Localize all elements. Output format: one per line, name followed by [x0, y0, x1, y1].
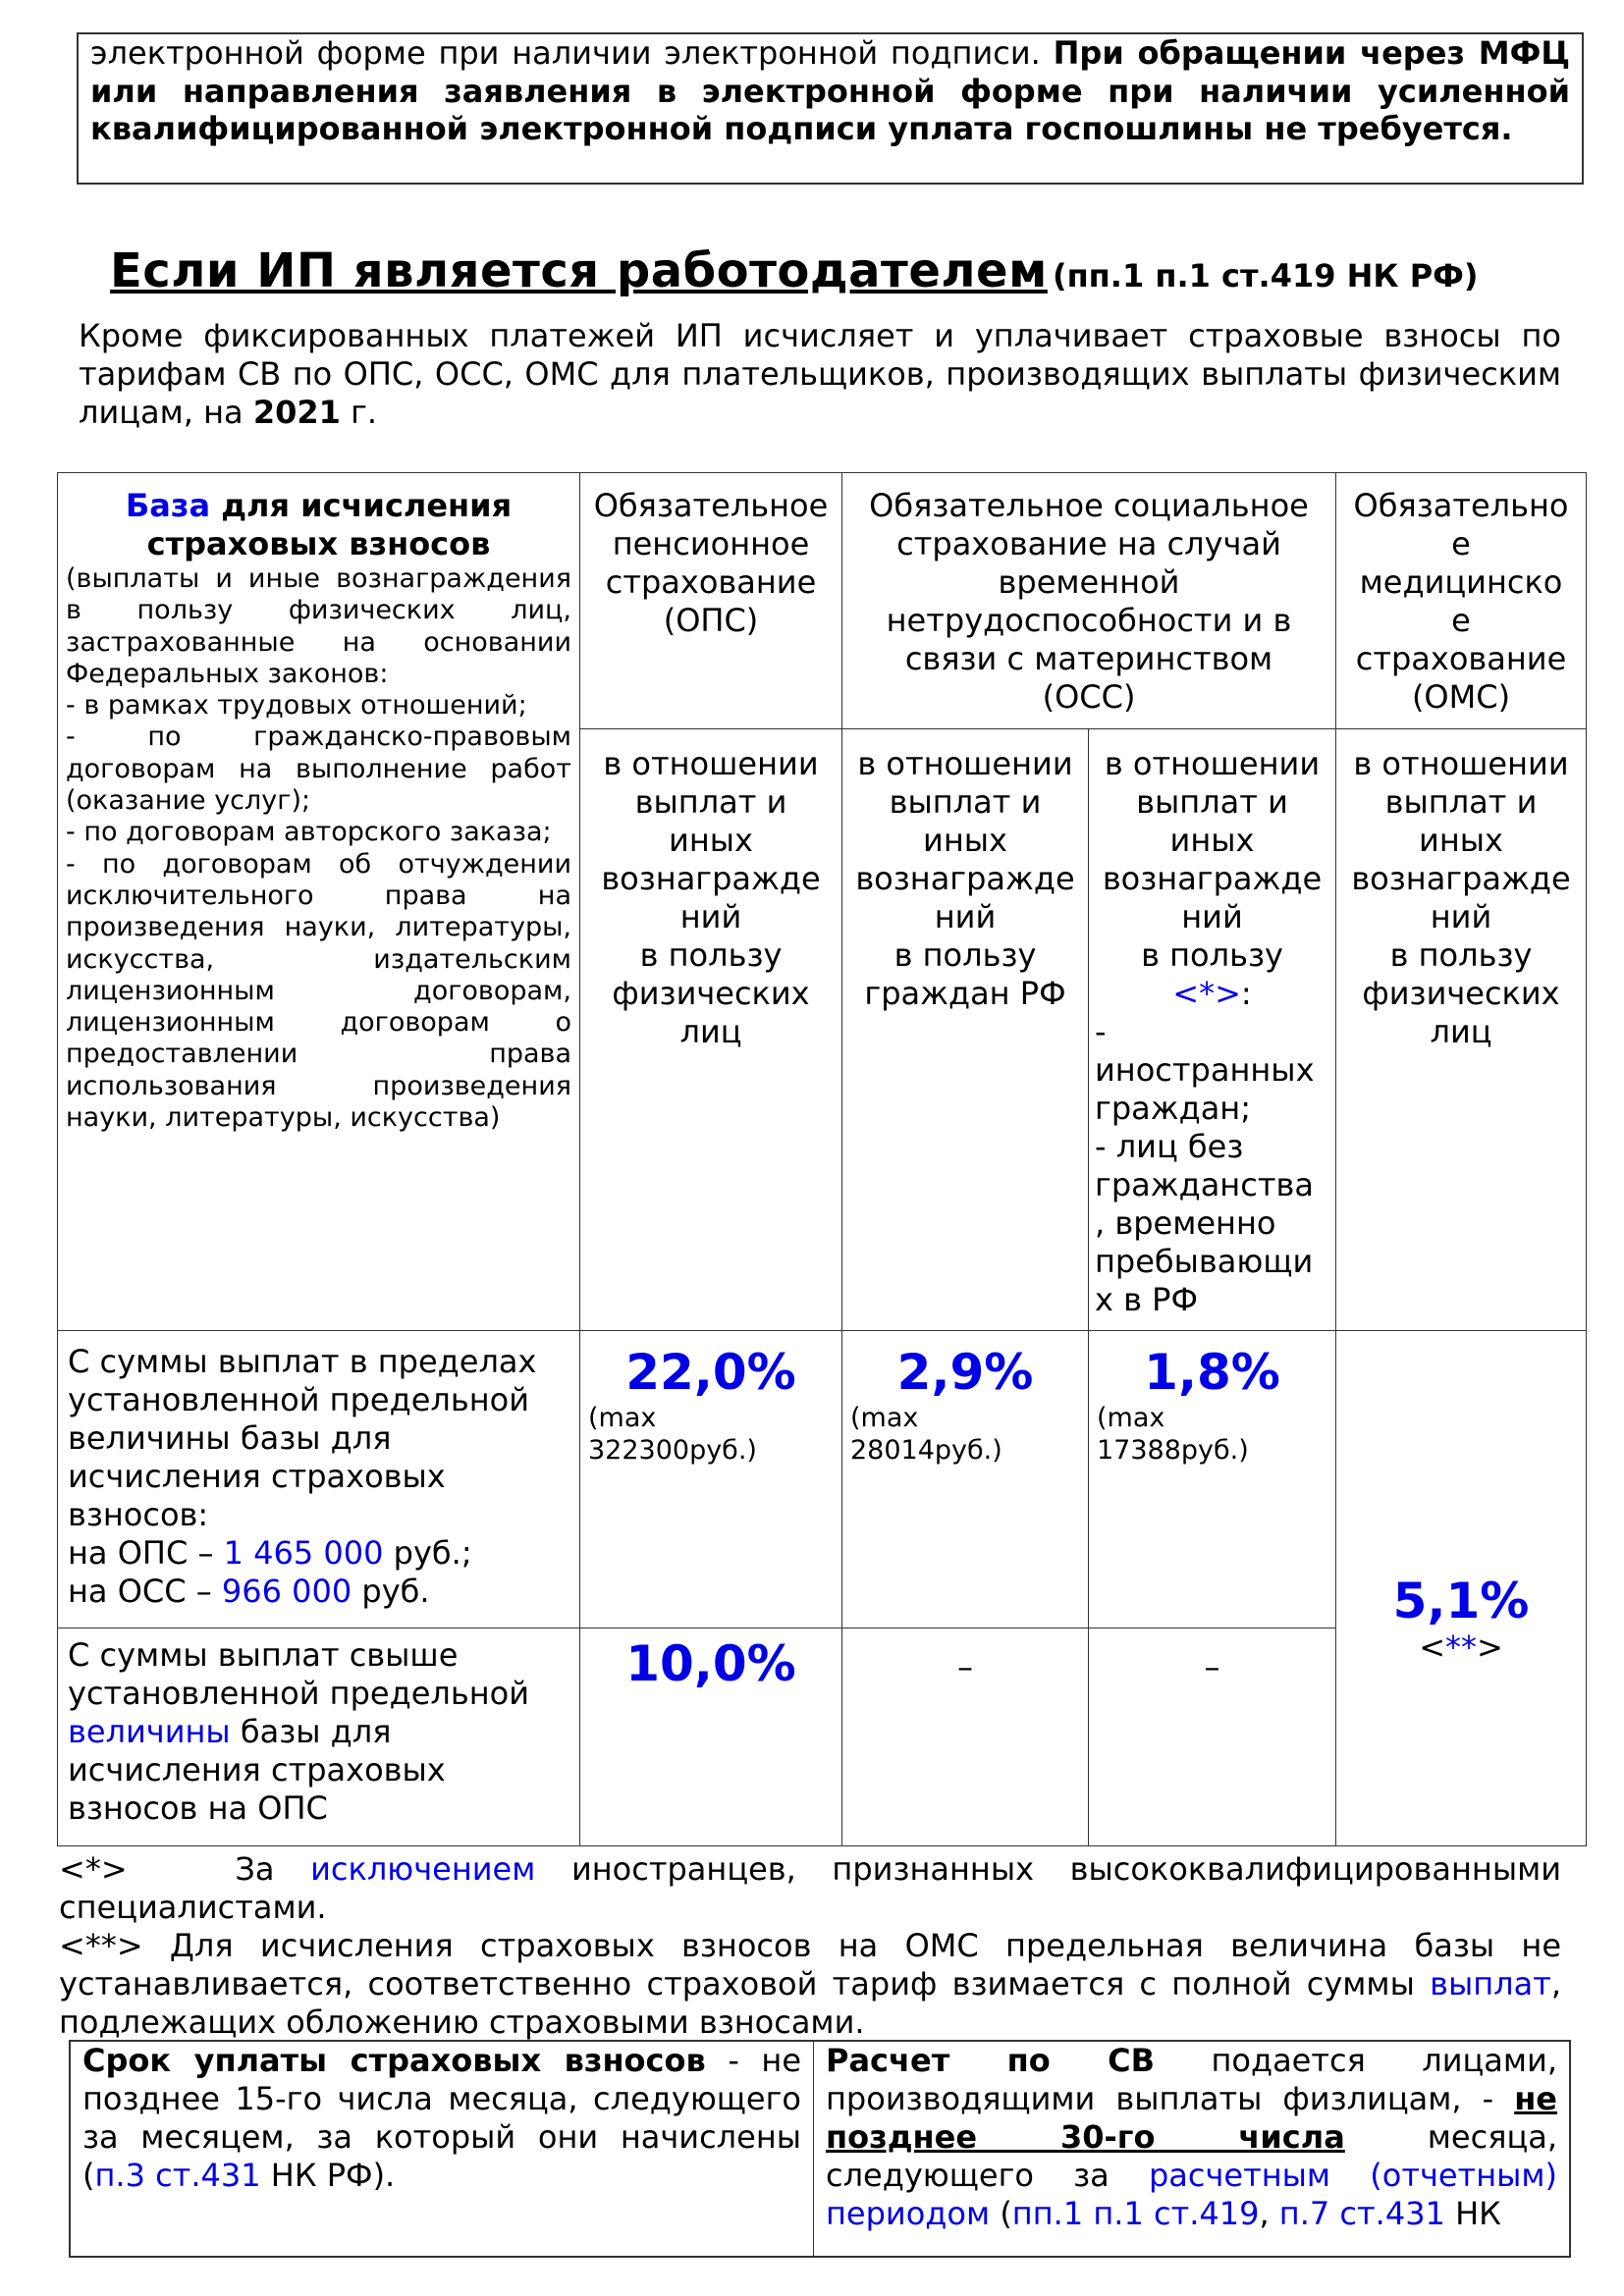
oss-header-line: нетрудоспособности и в	[886, 602, 1292, 639]
ops-header-cell	[580, 473, 842, 729]
notice-text: электронной форме при наличии электронной подписи.	[90, 34, 1041, 72]
oss-foreign-rate-cell	[1089, 1331, 1336, 1629]
ops-max-note	[580, 1402, 841, 1467]
oss-limit-line	[68, 1573, 569, 1611]
report-law-link-2[interactable]: п.7 ст.431	[1278, 2195, 1445, 2232]
subheader-line: выплат и	[1384, 783, 1538, 821]
footnote-2-text: , подлежащих обложению страховыми взносами.	[59, 1965, 1562, 2041]
row-within-label-cell	[58, 1331, 580, 1629]
notice-bold-text: При обращении через МФЦ или направления заявления в электронной форме при наличии усиленной квалифицированной электронной подписи уплата госпошлины не требуется.	[90, 34, 1571, 147]
ops-limit-value[interactable]: 1 465 000	[223, 1534, 384, 1572]
subheader-line: иных	[1419, 822, 1503, 859]
footnotes	[59, 1850, 1561, 2042]
subheader-line: лиц	[1430, 1013, 1492, 1050]
oss-foreign-above-dash: –	[1204, 1648, 1220, 1685]
foreign-list-line: иностранных	[1095, 1051, 1315, 1089]
subheader-line: вознагражде	[855, 860, 1075, 897]
payment-deadline-title: Срок уплаты страховых взносов	[82, 2042, 706, 2079]
intro-suffix: г.	[351, 394, 378, 431]
report-paren: (	[1000, 2195, 1012, 2232]
ops-header-line: страхование	[605, 563, 817, 601]
subheader-line: вознагражде	[1102, 860, 1323, 897]
oms-header-line: медицинско	[1359, 563, 1563, 601]
subheader-line: иных	[669, 822, 753, 859]
report-law-link-1[interactable]: пп.1 п.1 ст.419	[1011, 2195, 1260, 2232]
subheader-line: ний	[934, 898, 997, 935]
oss-header-cell	[842, 473, 1336, 729]
subheader-line: лиц	[679, 1013, 742, 1050]
subheader-line: иных	[1169, 822, 1255, 859]
subheader-line: в пользу	[893, 936, 1037, 974]
foreign-list-line: граждан;	[1095, 1090, 1251, 1127]
state-fee-notice-box	[77, 32, 1584, 185]
ops-limit-line	[68, 1534, 569, 1573]
max-note-line: (max	[1097, 1403, 1165, 1433]
footnote-1-text: иностранцев, признанных высококвалифицированными специалистами.	[59, 1850, 1562, 1926]
footnote-2-link[interactable]: выплат	[1430, 1965, 1551, 2002]
oss-foreign-subheader-cell	[1089, 729, 1336, 1331]
footnote-ref-line	[1089, 975, 1335, 1013]
report-deadline-text: месяца, следующего за	[826, 2118, 1558, 2194]
base-desc-line: (выплаты и иные вознаграждения в пользу физических лиц, застрахованные на основании Федеральных законов:	[66, 563, 571, 689]
subheader-line: ний	[1430, 898, 1492, 935]
oms-footnote-ref	[1336, 1630, 1586, 1664]
subheader-line: в пользу	[1389, 936, 1533, 974]
oss-header-line: связи с материнством	[904, 640, 1273, 677]
oss-header-line: временной	[998, 563, 1180, 601]
oss-rf-above-cell	[842, 1629, 1089, 1846]
base-header-blue-word: База	[125, 487, 211, 524]
oms-header-line: е	[1451, 525, 1471, 562]
base-desc-line: - по договорам авторского заказа;	[66, 817, 552, 848]
oss-limit-prefix: на ОСС –	[68, 1573, 212, 1610]
oms-ref-link[interactable]: **	[1445, 1629, 1477, 1666]
row-above-label-part: базы для исчисления страховых взносов на ОПС	[68, 1713, 446, 1827]
footnote-2-mark: <**>	[59, 1927, 143, 1964]
ops-rate-cell	[580, 1331, 842, 1629]
subheader-line: вознагражде	[1351, 860, 1571, 897]
oms-header-line: (ОМС)	[1411, 678, 1511, 716]
ops-header-line: Обязательное	[593, 487, 829, 524]
subheader-line: ний	[1181, 898, 1243, 935]
row-within-limit	[58, 1331, 1587, 1629]
footnote-1-mark: <*>	[59, 1850, 128, 1888]
ops-rate: 22,0%	[625, 1344, 796, 1401]
oms-header-line: е	[1451, 602, 1471, 639]
report-deadline-cell	[814, 2042, 1569, 2256]
subheader-line: физических	[1362, 975, 1560, 1012]
subheader-line: выплат и	[1136, 783, 1288, 821]
oms-rate-cell	[1336, 1331, 1587, 1846]
ops-above-rate: 10,0%	[625, 1635, 796, 1692]
oms-header-cell	[1336, 473, 1587, 729]
footnote-2	[59, 1927, 1561, 2042]
subheader-line: в пользу	[639, 936, 783, 974]
footnote-ref-link[interactable]: <*>	[1172, 975, 1241, 1012]
foreign-list-line: , временно	[1095, 1204, 1276, 1242]
subheader-line: в отношении	[603, 745, 819, 782]
oss-foreign-max-note	[1089, 1402, 1335, 1467]
foreign-list-line: х в РФ	[1095, 1281, 1198, 1318]
ops-above-rate-cell	[580, 1629, 842, 1846]
intro-year: 2021	[252, 394, 341, 431]
oss-header-line: (ОСС)	[1042, 678, 1136, 716]
oms-header-line: страхование	[1355, 640, 1567, 677]
row-above-label-part: С суммы выплат свыше установленной предельной	[68, 1636, 530, 1712]
subheader-line: в отношении	[1104, 745, 1321, 782]
oms-subheader-cell	[1336, 729, 1587, 1331]
footnote-1-text: За	[235, 1850, 275, 1888]
subheader-line: иных	[923, 822, 1007, 859]
subheader-line: в отношении	[1353, 745, 1569, 782]
subheader-line: физических	[612, 975, 810, 1012]
row-above-label-link[interactable]: величины	[68, 1713, 231, 1750]
max-note-line: 28014руб.)	[850, 1435, 1002, 1466]
oss-rf-rate-cell	[842, 1331, 1089, 1629]
footnote-1	[59, 1850, 1561, 1927]
foreign-list-line: - лиц без	[1095, 1128, 1244, 1165]
oss-rf-rate: 2,9%	[896, 1344, 1034, 1401]
report-comma: ,	[1259, 2195, 1270, 2232]
foreign-list	[1089, 1013, 1335, 1319]
insurance-rates-table	[57, 472, 1587, 1846]
payment-deadline-law-link[interactable]: п.3 ст.431	[94, 2157, 261, 2194]
subheader-line: в отношении	[857, 745, 1073, 782]
oss-header-line: Обязательное социальное	[869, 487, 1309, 524]
subheader-line: ний	[679, 898, 742, 935]
foreign-list-line: пребывающи	[1095, 1243, 1314, 1280]
subheader-line: граждан РФ	[864, 975, 1066, 1012]
base-header-rest: для исчисления страховых взносов	[146, 487, 513, 562]
report-deadline-date: не позднее 30-го числа	[826, 2080, 1557, 2156]
report-deadline-title: Расчет по СВ	[826, 2042, 1155, 2079]
subheader-line: в пользу	[1141, 936, 1283, 974]
report-deadline-tail: НК	[1455, 2195, 1501, 2232]
foreign-list-line: -	[1095, 1013, 1107, 1050]
oss-rf-above-dash: –	[957, 1648, 973, 1685]
row-above-label-cell	[58, 1629, 580, 1846]
subheader-line: вознагражде	[601, 860, 821, 897]
oss-limit-value[interactable]: 966 000	[221, 1573, 352, 1610]
max-note-line: 17388руб.)	[1097, 1435, 1249, 1466]
report-period-link[interactable]: расчетным (отчетным) периодом	[826, 2157, 1558, 2232]
base-header-title	[66, 487, 571, 563]
payment-deadline-text: - не позднее 15-го числа месяца, следующего за месяцем, за который они начислены (	[82, 2042, 802, 2194]
max-note-line: 322300руб.)	[588, 1435, 757, 1466]
section-title-legal-ref: (пп.1 п.1 ст.419 НК РФ)	[1052, 257, 1479, 294]
ops-header-line: пенсионное	[612, 525, 810, 562]
foreign-list-line: гражданства	[1095, 1166, 1314, 1203]
oss-limit-suffix: руб.	[361, 1573, 430, 1610]
oss-rf-max-note	[842, 1402, 1088, 1467]
payment-deadline-tail: НК РФ).	[270, 2157, 396, 2194]
section-title-main: Если ИП является работодателем	[110, 243, 1048, 298]
base-desc-line: - по гражданско-правовым договорам на выполнение работ (оказание услуг);	[66, 721, 571, 817]
payment-deadline-cell	[71, 2042, 814, 2256]
footnote-2-text: Для исчисления страховых взносов на ОМС предельная величина базы не устанавливается, соответственно страховой тариф взимается с полной суммы	[59, 1927, 1561, 2002]
ops-limit-suffix: руб.;	[393, 1534, 472, 1572]
subheader-line: выплат и	[889, 783, 1042, 821]
ops-limit-prefix: на ОПС –	[68, 1534, 214, 1572]
report-deadline-text: подается лицами, производящими выплаты физлицам, -	[826, 2042, 1558, 2117]
oms-rate: 5,1%	[1392, 1573, 1530, 1629]
subheader-line: выплат и	[634, 783, 787, 821]
oss-header-line: страхование на случай	[896, 525, 1281, 562]
oms-ref-bracket: >	[1477, 1629, 1503, 1666]
oss-rf-subheader-cell	[842, 729, 1089, 1331]
ops-subheader-cell	[580, 729, 842, 1331]
base-header-cell	[58, 473, 580, 1331]
oss-foreign-above-cell	[1089, 1629, 1336, 1846]
footnote-1-link[interactable]: исключением	[310, 1850, 536, 1888]
intro-text: Кроме фиксированных платежей ИП исчисляет и уплачивает страховые взносы по тарифам СВ по ОПС, ОСС, ОМС для плательщиков, производящих выплаты физическим лицам, на	[79, 317, 1561, 431]
max-note-line: (max	[850, 1403, 919, 1433]
table-header-row	[58, 473, 1587, 729]
oms-ref-bracket: <	[1419, 1629, 1445, 1666]
max-note-line: (max	[588, 1403, 657, 1433]
base-desc-line: - в рамках трудовых отношений;	[66, 690, 527, 721]
deadlines-box	[69, 2040, 1571, 2258]
base-header-description	[66, 563, 571, 1134]
oms-header-line: Обязательно	[1353, 487, 1569, 524]
oss-foreign-rate: 1,8%	[1144, 1344, 1280, 1401]
footnote-ref-colon: :	[1240, 975, 1252, 1012]
row-within-label: С суммы выплат в пределах установленной предельной величины базы для исчисления страховых взносов:	[68, 1343, 537, 1533]
intro-paragraph	[79, 317, 1561, 432]
section-title	[110, 243, 1479, 298]
ops-header-line: (ОПС)	[663, 602, 759, 639]
base-desc-line: - по договорам об отчуждении исключительного права на произведения науки, литературы, искусства, издательским лицензионным договорам, лицензионным договорам о предоставлении права использования произведения науки, литературы, искусства)	[66, 848, 571, 1134]
